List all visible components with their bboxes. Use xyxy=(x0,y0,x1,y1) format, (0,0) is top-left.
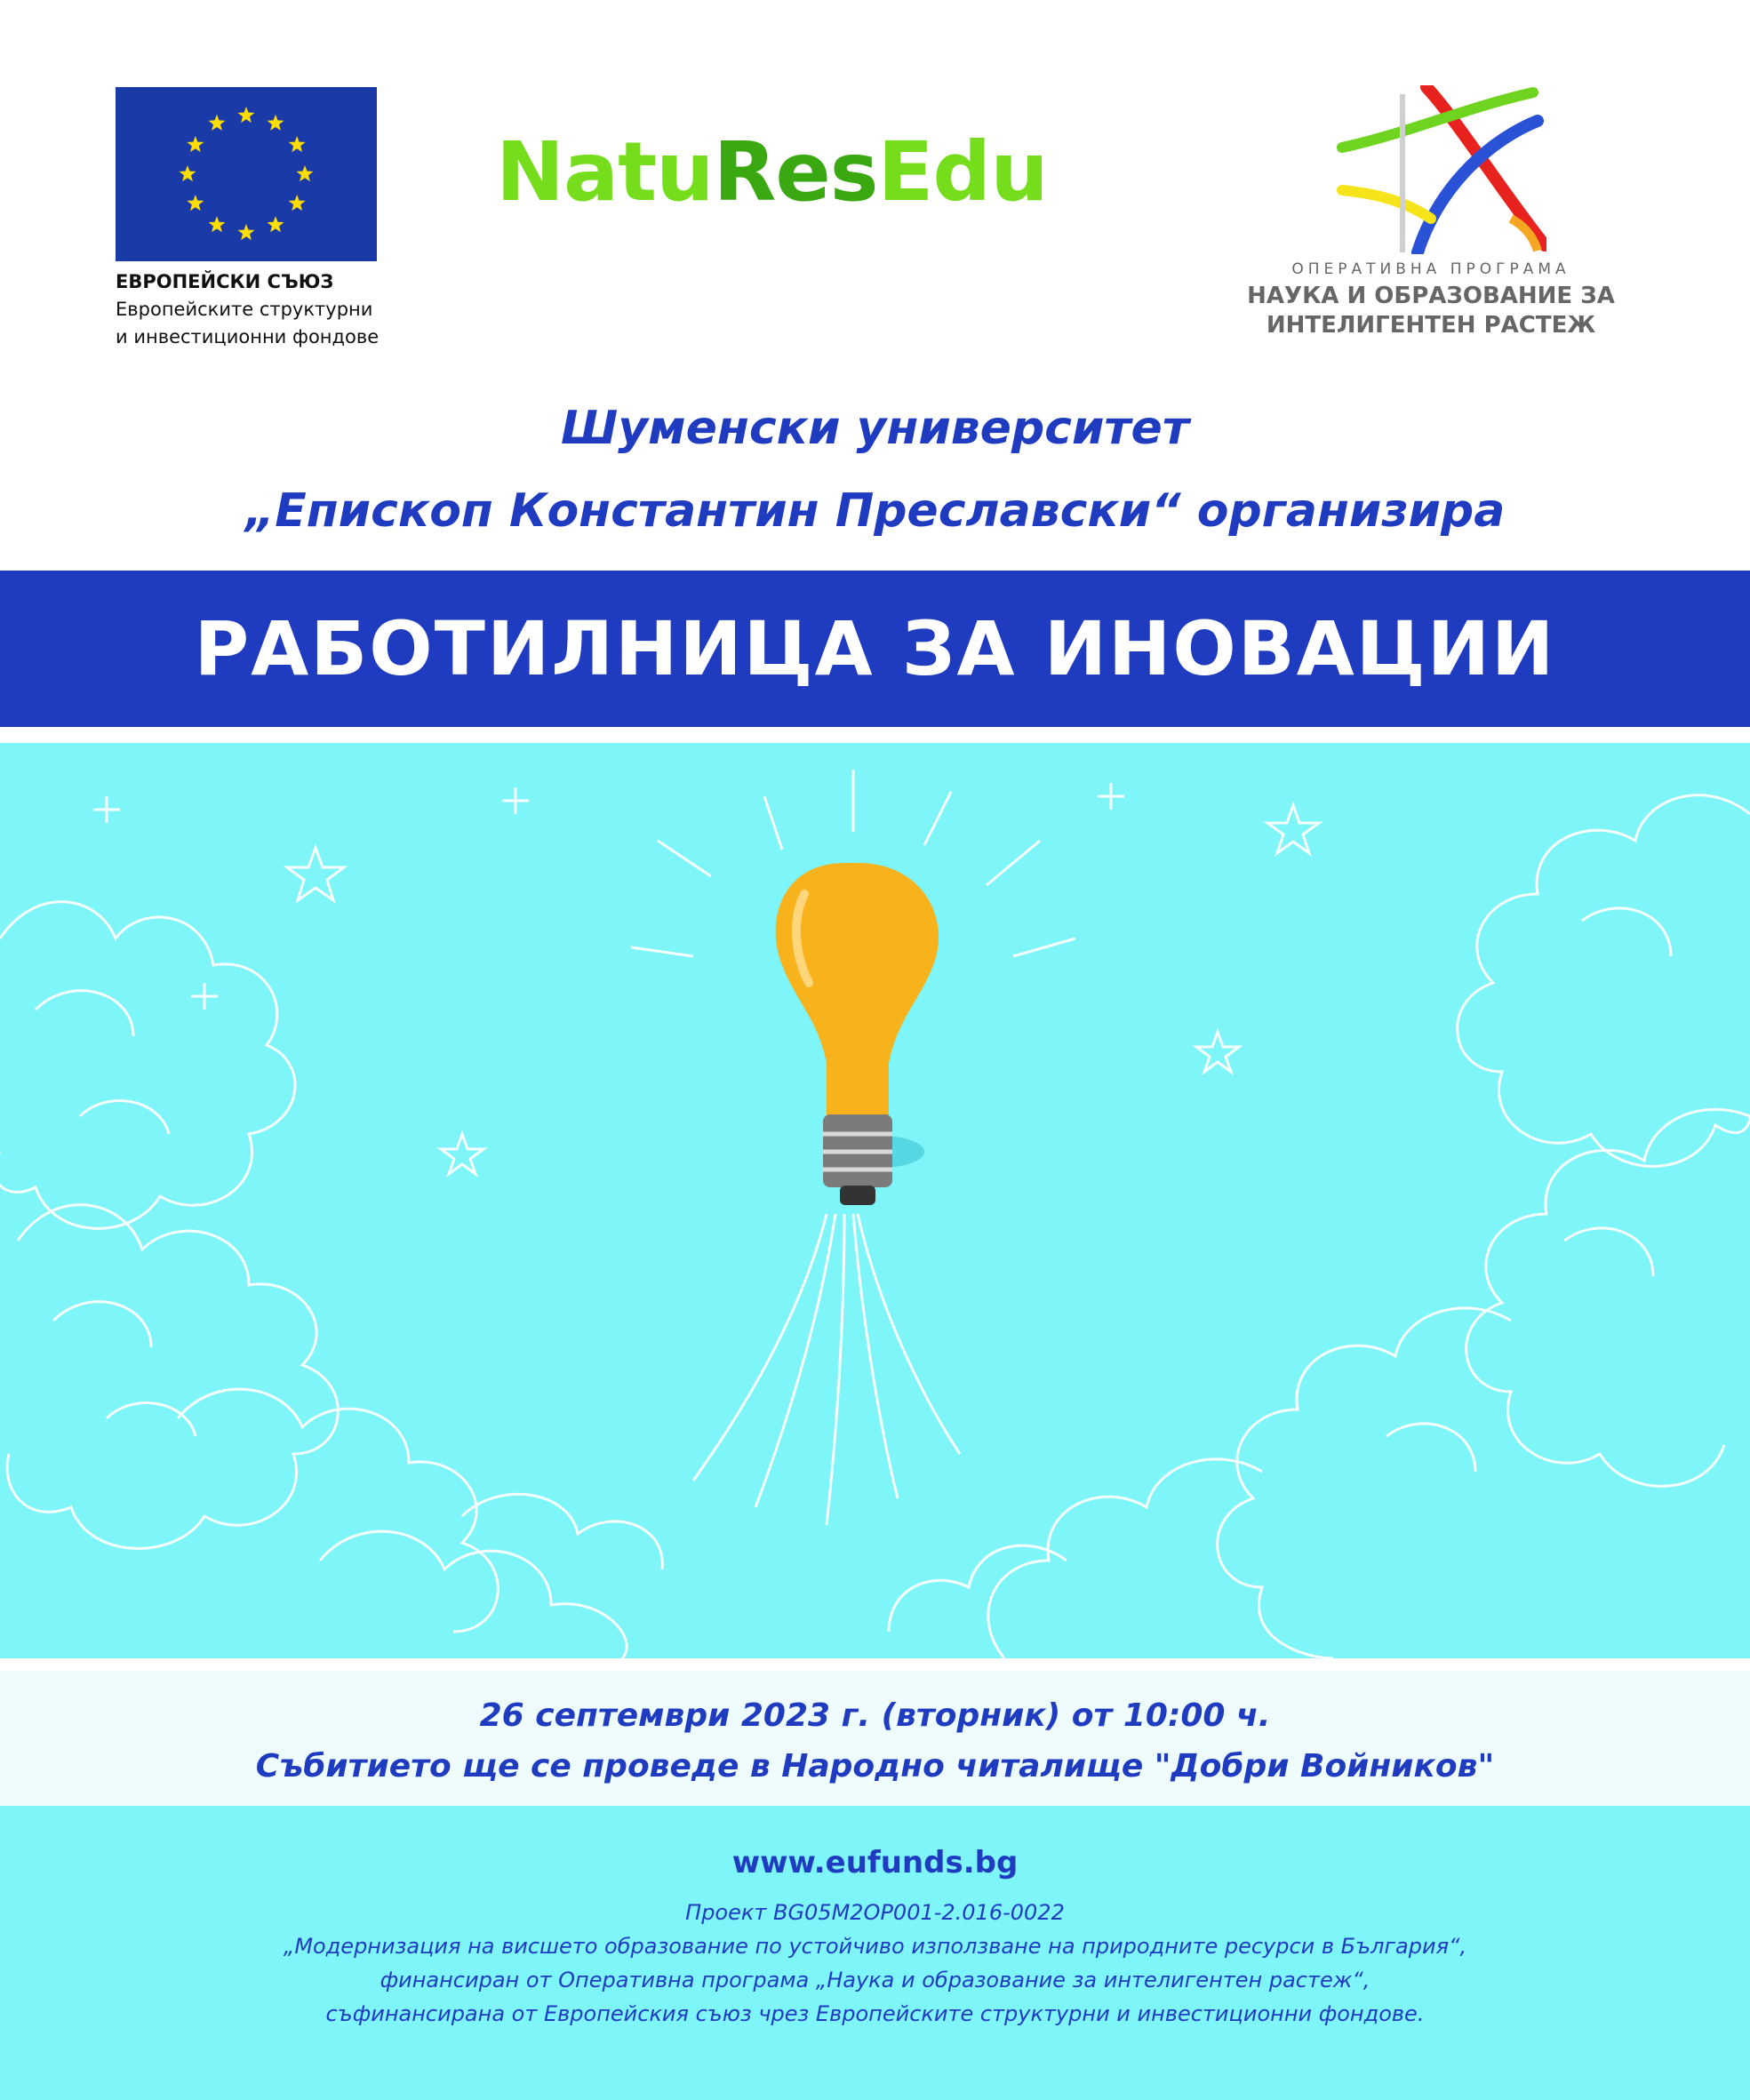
eu-stars-icon xyxy=(116,87,377,261)
cloud-sketch-icon xyxy=(0,743,1750,1658)
event-venue: Събитието ще се проведе в Народно читалище "Добри Войников" xyxy=(255,1748,1495,1785)
organizer-line2: „Епископ Константин Преславски“ организира xyxy=(244,484,1506,538)
project-logo-part2: Res xyxy=(713,124,878,220)
project-code: Проект BG05M2OP001-2.016-0022 xyxy=(685,1900,1065,1925)
funding-line: финансиран от Оперативна програма „Наука и образование за интелигентен растеж“, xyxy=(380,1968,1370,1992)
op-name-line1: НАУКА И ОБРАЗОВАНИЕ ЗА xyxy=(1247,283,1615,309)
project-logo xyxy=(496,124,1048,220)
organizer-line1: Шуменски университет xyxy=(561,402,1189,455)
event-date: 26 септември 2023 г. (вторник) от 10:00 ч. xyxy=(479,1697,1271,1734)
event-title: РАБОТИЛНИЦА ЗА ИНОВАЦИИ xyxy=(194,605,1556,692)
project-logo-part1: Natu xyxy=(496,124,714,220)
op-emblem-icon xyxy=(1333,85,1546,254)
lightbulb-illustration xyxy=(0,743,1750,1658)
eu-title: ЕВРОПЕЙСКИ СЪЮЗ xyxy=(116,271,334,292)
project-logo-part3: Edu xyxy=(877,124,1048,220)
event-info-band xyxy=(0,1671,1750,1806)
cofunding-line: съфинансирана от Европейския съюз чрез Европейските структурни и инвестиционни фондове. xyxy=(325,2001,1425,2026)
eu-subtitle-line2: и инвестиционни фондове xyxy=(116,326,380,347)
eu-subtitle-line1: Европейските структурни xyxy=(116,299,373,320)
eufunds-link[interactable]: www.eufunds.bg xyxy=(731,1845,1019,1880)
op-name-line2: ИНТЕЛИГЕНТЕН РАСТЕЖ xyxy=(1266,312,1596,339)
op-caption: ОПЕРАТИВНА ПРОГРАМА xyxy=(1291,260,1570,278)
eu-flag-logo xyxy=(116,87,377,261)
project-name: „Модернизация на висшето образование по устойчиво използване на природните ресурси в България“, xyxy=(283,1934,1467,1959)
